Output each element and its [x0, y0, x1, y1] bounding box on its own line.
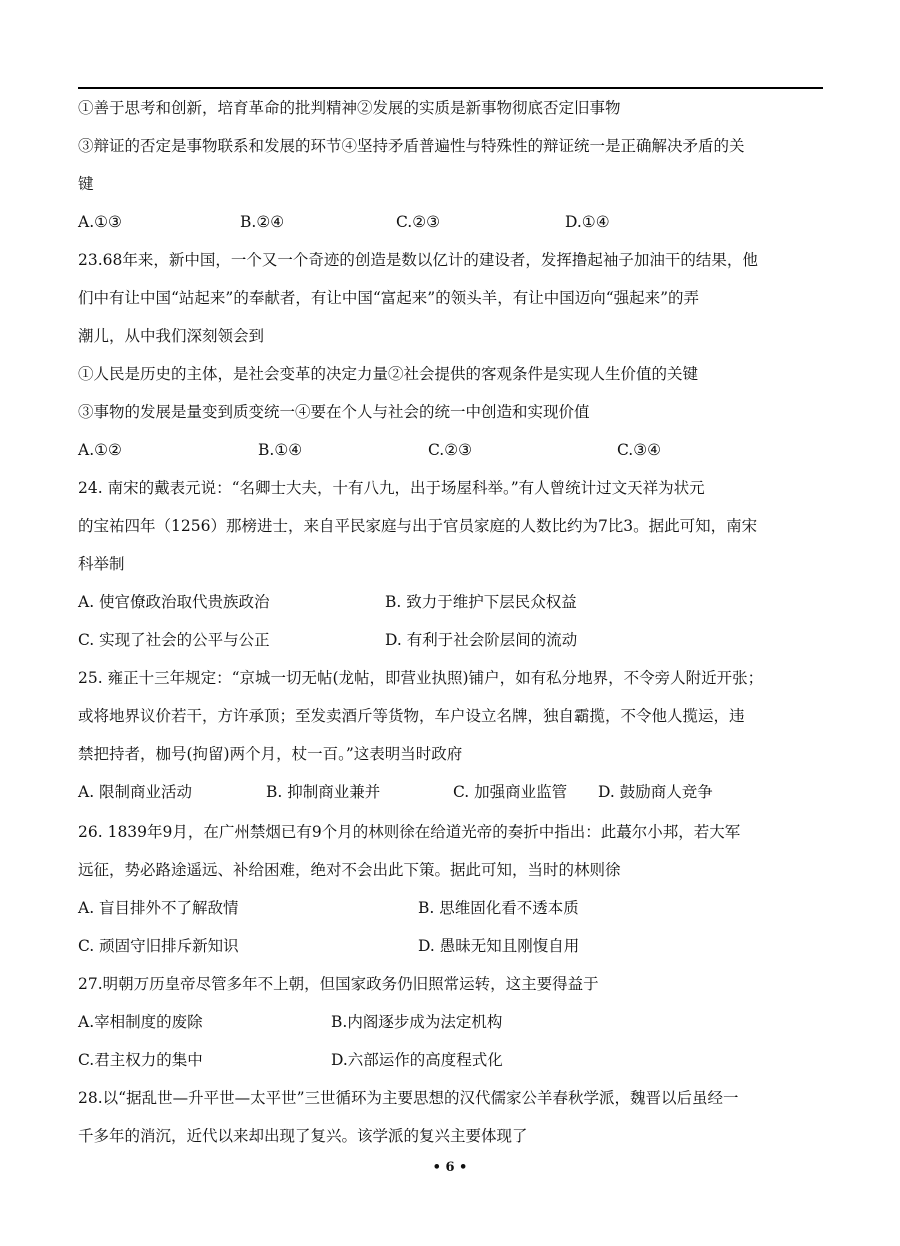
q22-statement-line: 键 [78, 175, 94, 193]
q23-statement-line: ①人民是历史的主体，是社会变革的决定力量②社会提供的客观条件是实现人生价值的关键 [78, 365, 699, 383]
q23-option-a[interactable]: A.①② [78, 441, 122, 459]
q26-option-d[interactable]: D. 愚昧无知且刚愎自用 [418, 937, 580, 955]
q23-option-c[interactable]: C.②③ [428, 441, 473, 459]
q22-option-a[interactable]: A.①③ [78, 213, 122, 231]
q23-statement-line: ③事物的发展是量变到质变统一④要在个人与社会的统一中创造和实现价值 [78, 403, 590, 421]
q26-stem-line: 26. 1839年9月，在广州禁烟已有9个月的林则徐在给道光帝的奏折中指出：此蕞尔小邦，若大军 [78, 823, 741, 841]
q26-option-a[interactable]: A. 盲目排外不了解敌情 [78, 899, 239, 917]
q25-option-b[interactable]: B. 抑制商业兼并 [266, 783, 381, 801]
q28-stem-line: 千多年的消沉，近代以来却出现了复兴。该学派的复兴主要体现了 [78, 1127, 528, 1145]
q27-option-b[interactable]: B.内阁逐步成为法定机构 [331, 1013, 503, 1031]
q24-option-a[interactable]: A. 使官僚政治取代贵族政治 [78, 593, 270, 611]
top-rule [78, 87, 823, 89]
q27-option-a[interactable]: A.宰相制度的废除 [78, 1013, 203, 1031]
q23-option-d[interactable]: C.③④ [617, 441, 662, 459]
q24-stem-line: 科举制 [78, 555, 125, 573]
q27-option-c[interactable]: C.君主权力的集中 [78, 1051, 203, 1069]
q25-option-d[interactable]: D. 鼓励商人竞争 [598, 783, 713, 801]
q25-option-c[interactable]: C. 加强商业监管 [453, 783, 568, 801]
q27-option-d[interactable]: D.六部运作的高度程式化 [331, 1051, 503, 1069]
q23-stem-line: 潮儿，从中我们深刻领会到 [78, 327, 265, 345]
q25-stem-line: 或将地界议价若干，方许承顶；至发卖酒斤等货物，车户设立名牌，独自霸揽，不令他人揽运，违 [78, 707, 745, 725]
q24-option-c[interactable]: C. 实现了社会的公平与公正 [78, 631, 270, 649]
q24-stem-line: 的宝祐四年（1256）那榜进士，来自平民家庭与出于官员家庭的人数比约为7比3。据此可知，南宋 [78, 517, 758, 535]
q26-option-b[interactable]: B. 思维固化看不透本质 [418, 899, 579, 917]
page-number: • 6 • [432, 1160, 468, 1175]
q25-option-a[interactable]: A. 限制商业活动 [78, 783, 193, 801]
q23-stem-line: 23.68年来，新中国，一个又一个奇迹的创造是数以亿计的建设者，发挥撸起袖子加油干的结果，他 [78, 251, 758, 269]
q22-statement-line: ③辩证的否定是事物联系和发展的环节④坚持矛盾普遍性与特殊性的辩证统一是正确解决矛盾的关 [78, 137, 745, 155]
q22-statement-line: ①善于思考和创新，培育革命的批判精神②发展的实质是新事物彻底否定旧事物 [78, 99, 621, 117]
q25-stem-line: 禁把持者，枷号(拘留)两个月，杖一百。”这表明当时政府 [78, 745, 463, 763]
q24-stem-line: 24. 南宋的戴表元说：“名卿士大夫，十有八九，出于场屋科举。”有人曾统计过文天祥为状元 [78, 479, 705, 497]
q26-stem-line: 远征，势必路途遥远、补给困难，绝对不会出此下策。据此可知，当时的林则徐 [78, 861, 621, 879]
q26-option-c[interactable]: C. 顽固守旧排斥新知识 [78, 937, 239, 955]
q28-stem-line: 28.以“据乱世—升平世—太平世”三世循环为主要思想的汉代儒家公羊春秋学派，魏晋以后虽经一 [78, 1089, 739, 1107]
q23-stem-line: 们中有让中国“站起来”的奉献者，有让中国“富起来”的领头羊，有让中国迈向“强起来”的弄 [78, 289, 700, 307]
q22-option-b[interactable]: B.②④ [240, 213, 285, 231]
q23-option-b[interactable]: B.①④ [258, 441, 303, 459]
q24-option-d[interactable]: D. 有利于社会阶层间的流动 [385, 631, 578, 649]
q24-option-b[interactable]: B. 致力于维护下层民众权益 [385, 593, 577, 611]
q22-option-c[interactable]: C.②③ [396, 213, 441, 231]
q22-option-d[interactable]: D.①④ [565, 213, 610, 231]
q25-stem-line: 25. 雍正十三年规定：“京城一切无帖(龙帖，即营业执照)铺户，如有私分地界，不令旁人附近开张； [78, 669, 764, 687]
q27-stem-line: 27.明朝万历皇帝尽管多年不上朝，但国家政务仍旧照常运转，这主要得益于 [78, 975, 599, 993]
